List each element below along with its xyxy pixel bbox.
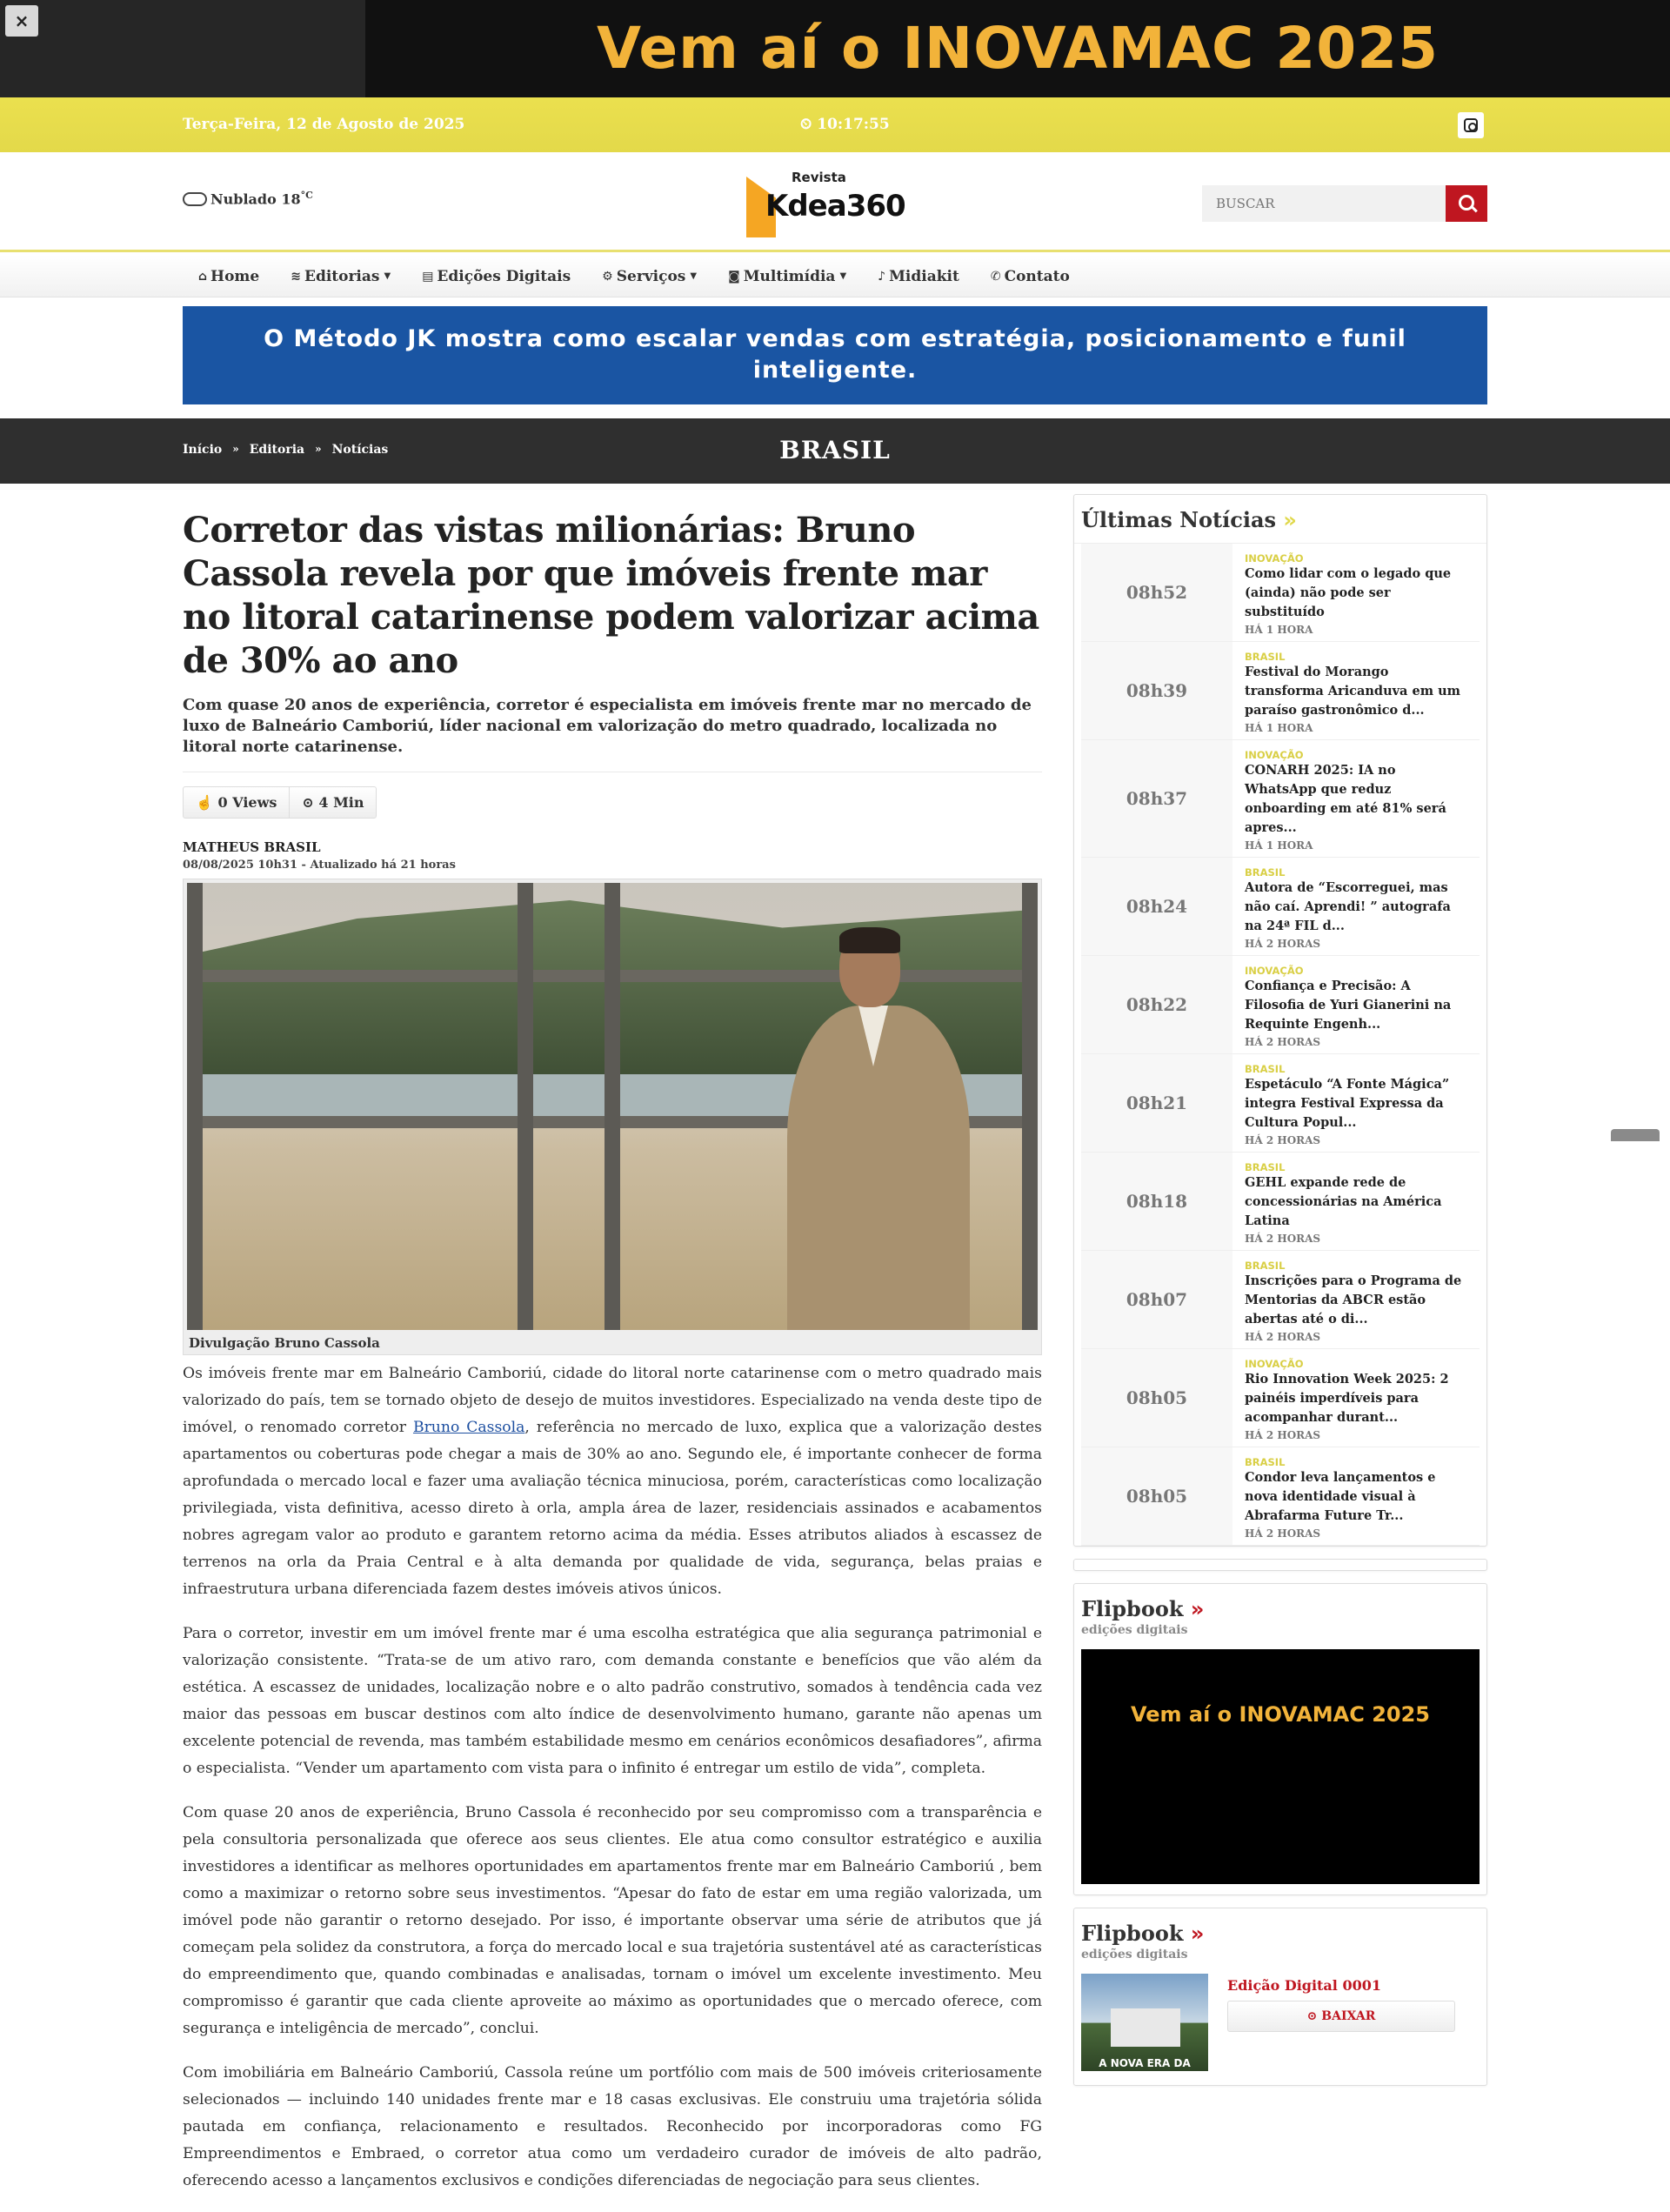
news-category[interactable]: BRASIL	[1245, 1161, 1286, 1173]
news-category[interactable]: INOVAÇÃO	[1245, 1358, 1304, 1370]
latest-news-title	[1074, 495, 1486, 544]
current-date: Terça-Feira, 12 de Agosto de 2025	[183, 116, 465, 133]
search-form	[1202, 185, 1487, 222]
nav-label: Editorias	[304, 267, 380, 285]
news-text	[1232, 544, 1480, 641]
news-category[interactable]: INOVAÇÃO	[1245, 965, 1304, 977]
weather-widget	[183, 190, 313, 207]
news-title[interactable]: Festival do Morango transforma Aricanduva em um paraíso gastronômico d...	[1245, 665, 1460, 718]
nav-label: Multimídia	[743, 267, 836, 285]
news-age: HÁ 2 HORAS	[1245, 1134, 1321, 1146]
top-info-bar	[0, 97, 1670, 152]
divider-box	[1073, 1559, 1487, 1571]
news-category[interactable]: BRASIL	[1245, 1260, 1286, 1272]
cloud-icon	[183, 192, 207, 206]
news-text	[1232, 1447, 1480, 1545]
thumbs-up-icon: ☝	[196, 794, 213, 811]
flipbook-title	[1074, 1584, 1486, 1621]
news-item[interactable]	[1081, 1153, 1480, 1251]
news-category[interactable]: BRASIL	[1245, 1063, 1286, 1075]
news-title[interactable]: Rio Innovation Week 2025: 2 painéis imperdíveis para acompanhar durant...	[1245, 1372, 1449, 1425]
time-value: 10:17:55	[817, 116, 890, 133]
news-title[interactable]: Inscrições para o Programa de Mentorias da ABCR estão abertas até o di...	[1245, 1273, 1462, 1327]
download-icon: ⊙	[1306, 2009, 1318, 2023]
flipbook-subtitle: edições digitais	[1081, 1623, 1188, 1637]
news-title[interactable]: CONARH 2025: IA no WhatsApp que reduz onboarding em até 81% será apres...	[1245, 763, 1446, 835]
news-item[interactable]	[1081, 956, 1480, 1054]
weather-unit: °C	[300, 190, 313, 201]
news-category[interactable]: INOVAÇÃO	[1245, 749, 1304, 761]
news-text	[1232, 956, 1480, 1053]
nav-home[interactable]	[198, 268, 259, 285]
download-label: BAIXAR	[1321, 2009, 1376, 2023]
nav-label: Edições Digitais	[437, 267, 571, 285]
news-age: HÁ 2 HORAS	[1245, 1429, 1321, 1441]
news-time: 08h52	[1081, 544, 1232, 641]
news-time: 08h37	[1081, 740, 1232, 857]
news-title[interactable]: Espetáculo “A Fonte Mágica” integra Festival Expressa da Cultura Popul...	[1245, 1077, 1450, 1130]
top-ad-banner[interactable]	[0, 0, 1670, 97]
news-age: HÁ 1 HORA	[1245, 624, 1313, 636]
double-arrow-icon: »	[1190, 1597, 1205, 1621]
news-category[interactable]: BRASIL	[1245, 866, 1286, 879]
person-figure	[787, 931, 970, 1330]
paragraph-text: Os imóveis frente mar em Balneário Camboriú, cidade do litoral norte catarinense com o metro quadrado mais valorizado do país, tem se tornado objeto de desejo de muitos investidores. Especializado na venda deste tipo de imóvel, o renomado corretor	[183, 1365, 1042, 1436]
nav-label: Home	[210, 267, 260, 285]
scroll-top-button[interactable]	[1611, 1129, 1660, 1141]
news-title[interactable]: Autora de “Escorreguei, mas não caí. Aprendi! ” autografa na 24ª FIL d...	[1245, 880, 1451, 933]
home-icon: ⌂	[198, 269, 208, 284]
promo-banner[interactable]: O Método JK mostra como escalar vendas com estratégia, posicionamento e funil inteligente.	[183, 306, 1487, 404]
news-text	[1232, 858, 1480, 955]
news-category[interactable]: BRASIL	[1245, 1456, 1286, 1468]
flipbook-title	[1074, 1908, 1486, 1946]
article-photo[interactable]	[187, 883, 1038, 1330]
article-title: Corretor das vistas milionárias: Bruno Cassola revela por que imóveis frente mar no litoral catarinense podem valorizar acima de 30% ao ano	[183, 510, 1039, 681]
news-item[interactable]	[1081, 1447, 1480, 1546]
news-title[interactable]: GEHL expande rede de concessionárias na América Latina	[1245, 1175, 1442, 1228]
news-list	[1074, 544, 1486, 1546]
news-time: 08h05	[1081, 1447, 1232, 1545]
caret-down-icon: ▼	[690, 271, 698, 281]
bell-icon: ♪	[878, 269, 886, 284]
news-category[interactable]: BRASIL	[1245, 651, 1286, 663]
news-text	[1232, 1054, 1480, 1152]
window-frame	[518, 883, 533, 1330]
document-icon: ▤	[422, 269, 434, 284]
nav-editorias[interactable]	[291, 268, 391, 285]
caret-down-icon: ▼	[384, 271, 391, 281]
news-age: HÁ 1 HORA	[1245, 839, 1313, 852]
caret-down-icon: ▼	[839, 271, 847, 281]
search-input[interactable]	[1202, 185, 1446, 222]
close-ad-button[interactable]: ×	[5, 5, 38, 37]
news-item[interactable]	[1081, 740, 1480, 858]
flipbook-subtitle: edições digitais	[1081, 1948, 1188, 1961]
nav-servicos[interactable]	[602, 268, 697, 285]
flipbook-box	[1073, 1583, 1487, 1895]
clock-icon: ⏲	[800, 116, 812, 133]
nav-label: Contato	[1004, 267, 1070, 285]
video-text: Vem aí o INOVAMAC 2025	[1130, 1702, 1431, 1727]
news-age: HÁ 2 HORAS	[1245, 1233, 1321, 1245]
article-body	[183, 1360, 1042, 2195]
news-age: HÁ 2 HORAS	[1245, 1036, 1321, 1048]
news-age: HÁ 2 HORAS	[1245, 938, 1321, 950]
nav-multimidia[interactable]	[728, 268, 846, 285]
phone-icon: ✆	[990, 269, 1001, 284]
paragraph: Para o corretor, investir em um imóvel frente mar é uma escolha estratégica que alia segurança patrimonial e valorização consistente. “Trata-se de um ativo raro, com demanda constante e benefícios que vão além da estética. A escassez de unidades, localização nobre e o alto padrão construtivo, somados à tendência cada vez maior das pessoas em buscar destinos com alto índice de desenvolvimento humano, garante não apenas um excelente potencial de revenda, mas também estabilidade mesmo em cenários econômicos desafiadores”, afirma o especialista. “Vender um apartamento com vista para o infinito é entregar um estilo de vida”, completa.	[183, 1625, 1042, 1777]
flipbook-edition-box	[1073, 1908, 1487, 2086]
main-nav	[0, 255, 1670, 297]
instagram-icon[interactable]	[1458, 112, 1484, 138]
news-item[interactable]	[1081, 1251, 1480, 1349]
news-time: 08h22	[1081, 956, 1232, 1053]
nav-label: Serviços	[616, 267, 686, 285]
weather-text: Nublado 18	[210, 190, 301, 208]
paragraph-text: , referência no mercado de luxo, explica que a valorização destes apartamentos ou coberturas pode chegar a mais de 30% ao ano. Segundo ele, é importante conhecer de forma aprofundada o mercado local e fazer uma avaliação técnica minuciosa, porém, características como localização privilegiada, vista definitiva, acesso direto à orla, ampla área de lazer, residenciais assinados e acabamentos nobres agregam valor ao produto e garantem retorno acima da média. Esses atributos aliados à escassez de terrenos na orla da Praia Central e à alta demanda por qualidade de vida, segurança, belas praias e infraestrutura urbana diferenciada fazem destes imóveis ativos únicos.	[183, 1419, 1042, 1598]
news-text	[1232, 1153, 1480, 1250]
edition-thumbnail[interactable]	[1081, 1974, 1208, 2071]
box-title: Últimas Notícias	[1081, 507, 1277, 532]
article-stats	[183, 786, 377, 819]
paragraph: Com quase 20 anos de experiência, Bruno Cassola é reconhecido por seu compromisso com a transparência e pela consultoria personalizada que oferece aos seus clientes. Ele atua como consultor estratégico e auxilia investidores a identificar as melhores oportunidades em apartamentos frente mar em Balneário Camboriú , bem como a maximizar o retorno sobre seus investimentos. “Apesar do fato de estar em uma região valorizada, um imóvel pode não garantir o retorno desejado. Por isso, é importante observar uma série de atributos que já começam pela solidez da construtora, a força do mercado local e sua trajetória sustentável até as características do empreendimento que, quando combinadas e analisadas, tornam o imóvel um excelente investimento. Meu compromisso é garantir que cada cliente aproveite ao máximo as oportunidades que o mercado oferece, com segurança e inteligência de mercado”, conclui.	[183, 1804, 1042, 2037]
news-text	[1232, 1251, 1480, 1348]
camera-icon: ◙	[728, 269, 740, 284]
download-button[interactable]	[1227, 2001, 1455, 2032]
rss-icon: ≋	[291, 269, 301, 284]
read-time-value: 4 Min	[318, 794, 364, 811]
site-logo[interactable]	[746, 170, 903, 239]
window-frame	[1022, 883, 1038, 1330]
breadcrumb-noticias[interactable]: Notícias	[331, 443, 389, 457]
news-item[interactable]	[1081, 642, 1480, 740]
nav-label: Midiakit	[889, 267, 959, 285]
site-header	[0, 152, 1670, 252]
double-arrow-icon: »	[1283, 508, 1297, 532]
news-item[interactable]	[1081, 544, 1480, 642]
box-title: Flipbook	[1081, 1921, 1184, 1946]
news-text	[1232, 740, 1480, 857]
news-age: HÁ 2 HORAS	[1245, 1331, 1321, 1343]
nav-contato[interactable]	[991, 268, 1070, 285]
search-button[interactable]	[1446, 185, 1487, 222]
news-age: HÁ 2 HORAS	[1245, 1527, 1321, 1540]
news-time: 08h05	[1081, 1349, 1232, 1447]
sidebar	[1073, 494, 1487, 2086]
read-time	[289, 787, 376, 818]
bruno-cassola-link[interactable]: Bruno Cassola	[412, 1419, 525, 1436]
ad-text: Vem aí o INOVAMAC 2025	[596, 15, 1440, 82]
flipbook-video[interactable]	[1081, 1649, 1480, 1884]
logo-name: Kdea360	[765, 189, 905, 224]
news-title[interactable]: Condor leva lançamentos e nova identidade visual à Abrafarma Future Tr...	[1245, 1470, 1436, 1523]
section-title: BRASIL	[779, 436, 891, 464]
news-item[interactable]	[1081, 1349, 1480, 1447]
news-title[interactable]: Como lidar com o legado que (ainda) não pode ser substituído	[1245, 566, 1452, 619]
breadcrumb-home[interactable]: Início	[183, 443, 223, 457]
nav-edicoes-digitais[interactable]	[422, 268, 571, 285]
photo-caption: Divulgação Bruno Cassola	[189, 1335, 380, 1351]
article	[183, 509, 1042, 2212]
edition-name[interactable]: Edição Digital 0001	[1227, 1977, 1381, 1994]
nav-midiakit[interactable]	[878, 268, 959, 285]
article-subtitle: Com quase 20 anos de experiência, corretor é especialista em imóveis frente mar no mercado de luxo de Balneário Camboriú, líder nacional em valorização do metro quadrado, localizada no litoral norte catarinense.	[183, 695, 1042, 772]
double-arrow-icon: »	[1190, 1921, 1205, 1946]
current-time	[800, 116, 890, 133]
news-item[interactable]	[1081, 1054, 1480, 1153]
latest-news-box	[1073, 494, 1487, 1547]
paragraph: Com imobiliária em Balneário Camboriú, Cassola reúne um portfólio com mais de 500 imóveis criteriosamente selecionados — incluindo 140 unidades frente mar e 18 casas exclusivas. Ele construiu uma trajetória sólida pautada em confiança, relacionamento e resultados. Reconhecido por incorporadoras como FG Empreendimentos e Embraed, o corretor atua como um verdadeiro curador de imóveis de alto padrão, oferecendo acesso a lançamentos exclusivos e condições diferenciadas de negociação para seus clientes.	[183, 2064, 1042, 2189]
news-category[interactable]: INOVAÇÃO	[1245, 552, 1304, 565]
article-figure	[183, 879, 1042, 1355]
breadcrumb-editoria[interactable]: Editoria	[249, 443, 305, 457]
article-date: 08/08/2025 10h31 - Atualizado há 21 horas	[183, 859, 456, 872]
gear-icon: ⚙	[602, 269, 613, 284]
window-frame	[187, 883, 203, 1330]
section-bar	[0, 418, 1670, 484]
ad-left-panel	[0, 0, 365, 97]
news-text	[1232, 1349, 1480, 1447]
paragraph	[183, 1360, 1042, 1603]
news-time: 08h18	[1081, 1153, 1232, 1250]
news-text	[1232, 642, 1480, 739]
news-time: 08h24	[1081, 858, 1232, 955]
edition-item	[1074, 1974, 1486, 2085]
news-time: 08h39	[1081, 642, 1232, 739]
box-title: Flipbook	[1081, 1596, 1184, 1621]
chevron-right-icon: »	[315, 443, 322, 455]
news-time: 08h07	[1081, 1251, 1232, 1348]
views-counter	[184, 787, 289, 818]
news-item[interactable]	[1081, 858, 1480, 956]
chevron-right-icon: »	[232, 443, 239, 455]
views-value: 0 Views	[217, 794, 277, 811]
article-author[interactable]: MATHEUS BRASIL	[183, 839, 321, 855]
logo-small-text: Revista	[792, 170, 846, 185]
news-age: HÁ 1 HORA	[1245, 722, 1313, 734]
news-title[interactable]: Confiança e Precisão: A Filosofia de Yuri Gianerini na Requinte Engenh...	[1245, 979, 1452, 1032]
news-time: 08h21	[1081, 1054, 1232, 1152]
thumb-text: A NOVA ERA DA	[1099, 2057, 1191, 2069]
window-frame	[605, 883, 620, 1330]
clock-icon: ⊙	[302, 794, 314, 811]
